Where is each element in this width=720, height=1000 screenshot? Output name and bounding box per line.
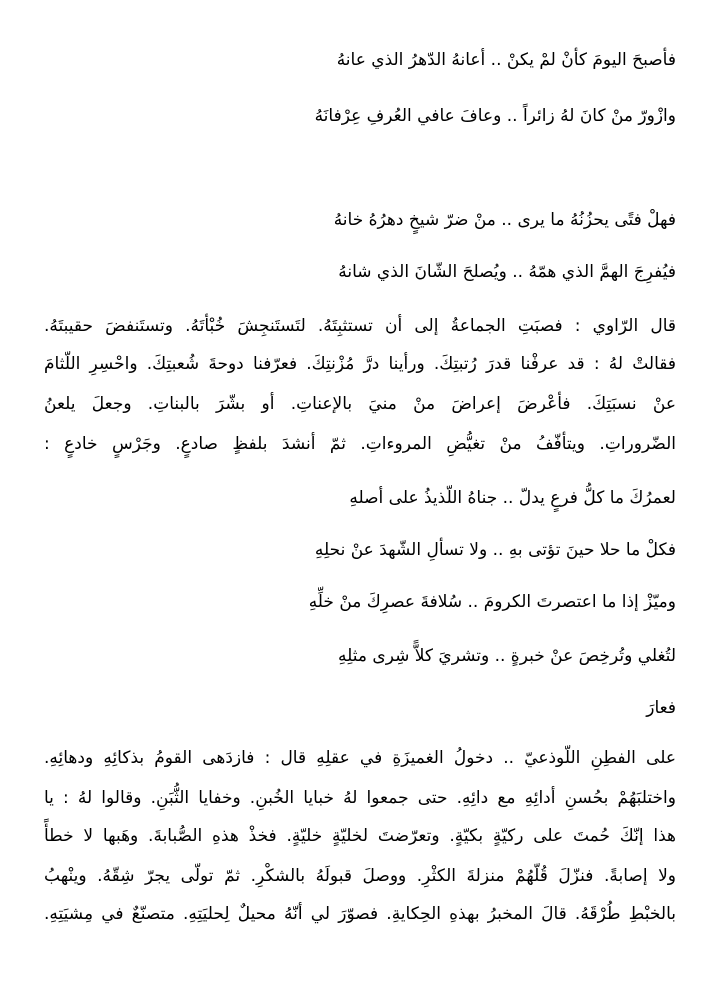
verse-line: وازْورّ منْ كانَ لهُ زائراً .. وعافَ عافي العُرفِ عِرْفانَهُ (314, 106, 676, 126)
verse-line: لتُغلي وتُرخِصَ عنْ خبرةٍ .. وتشريَ كلاًّ شِرى مثلِهِ (338, 646, 676, 666)
verse-line: فهلْ فتًى يحزُنُهُ ما يرى .. منْ ضرّ شيخٍ دهرُهُ خانهُ (333, 210, 676, 230)
verse-line: وميّزْ إذا ما اعتصرتَ الكرومَ .. سُلافةَ عصرِكَ منْ خلِّهِ (308, 592, 676, 612)
prose-line: عنْ نسبَتِكَ. فأعْرضَ إعراضَ منْ منيَ بالإعناتِ. أو بشّرَ بالبناتِ. وجعلَ يلعنُ (44, 394, 676, 414)
prose-line: قال الرّاوي : فصبَتِ الجماعةُ إلى أن تستثبِتَهُ. لتَستَنجِشَ خُبْأتَهُ. وتستَنفضَ حقيبتَهُ. (44, 316, 676, 336)
verse-line: فعارَ (646, 698, 676, 718)
prose-line: ولا إصابةً. فنزّلَ قُلّهُمْ منزلةَ الكثْرِ. ووصلَ قبولَهُ بالشكْرِ. ثمّ تولّى يجرّ شِقّهُ. وينْهبُ (44, 866, 676, 886)
prose-line: واختلبَهُمْ بحُسنِ أدائِهِ مع دائِهِ. حتى جمعوا لهُ خبايا الخُبنِ. وخفايا الثُّبَنِ. وقالوا لهُ : يا (44, 788, 676, 808)
verse-line: لعمرُكَ ما كلُّ فرعٍ يدلّ .. جناهُ اللّذيذُ على أصلهِ (349, 488, 676, 508)
prose-line: فقالتْ لهُ : قد عرفْنا قدرَ رُتبتِكَ. ورأينا درَّ مُزْنتِكَ. فعرّفنا دوحةَ شُعبتِكَ. واحْسِرِ اللّثامَ (44, 354, 676, 374)
verse-line: فيُفرِجَ الهمَّ الذي همّهُ .. ويُصلحَ الشّانَ الذي شانهُ (338, 262, 676, 282)
prose-line: هذا إنّكَ حُمتَ على ركيّةٍ بكيّةٍ. وتعرّضتَ لخليّةٍ خليّةٍ. فخذْ هذهِ الصُّبابةَ. وهَبها لا خطأً (44, 826, 676, 846)
prose-line: على الفطِنِ اللّوذعيّ .. دخولُ الغميزَةِ في عقلِهِ قال : فازدَهى القومُ بذكائِهِ ودهائِهِ. (44, 748, 676, 768)
prose-line: بالخبْطِ طُرْقَهُ. قالَ المخبرُ بهذهِ الحِكايةِ. فصوّرَ لي أنّهُ محيلٌ لِحليَتِهِ. متصنّعٌ في مِشيَتِهِ. (44, 904, 676, 924)
prose-line: الضّروراتِ. ويتأفّفُ منْ تغيُّضِ المروءاتِ. ثمّ أنشدَ بلفظٍ صادعٍ. وجَرْسٍ خادعٍ : (44, 434, 676, 454)
verse-line: فكلْ ما حلا حينَ تؤتى بهِ .. ولا تسألِ الشّهدَ عنْ نحلِهِ (314, 540, 676, 560)
verse-line: فأصبحَ اليومَ كأنْ لمْ يكنْ .. أعانهُ الدّهرُ الذي عانهُ (336, 50, 676, 70)
